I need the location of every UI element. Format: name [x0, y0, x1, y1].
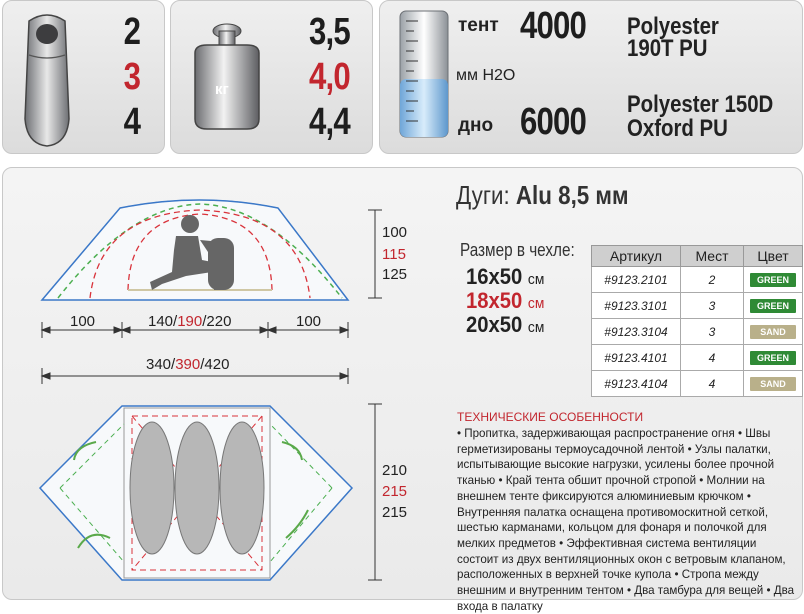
water-resistance-panel — [379, 0, 803, 154]
tent-material-2: 190T PU — [627, 35, 708, 62]
vestibule-right-dim: 100 — [296, 313, 322, 330]
floor-material-1: Polyester 150D — [627, 91, 774, 118]
weight-value-2: 4,0 — [309, 56, 350, 98]
places-cell: 2 — [681, 267, 744, 293]
color-badge: GREEN — [750, 273, 796, 287]
tech-features-title: ТЕХНИЧЕСКИЕ ОСОБЕННОСТИ — [457, 410, 644, 424]
table-header-color: Цвет — [744, 246, 803, 267]
total-length-dim: 340/390/420 — [146, 356, 230, 373]
pack-size-3: 20x50 см — [466, 312, 545, 337]
length-dim-1: 210 — [382, 462, 408, 479]
tent-side-view-diagram — [0, 180, 420, 410]
length-dim-2: 215 — [382, 483, 408, 500]
places-cell: 4 — [681, 371, 744, 397]
tent-water-value: 4000 — [520, 5, 587, 47]
tent-label: тент — [458, 15, 499, 36]
floor-material-2: Oxford PU — [627, 115, 728, 142]
tent-material-1: Polyester — [627, 13, 719, 40]
weight-panel — [170, 0, 373, 154]
article-cell: #9123.3104 — [592, 319, 681, 345]
places-cell: 3 — [681, 319, 744, 345]
places-cell: 3 — [681, 293, 744, 319]
floor-water-value: 6000 — [520, 101, 587, 143]
tent-top-view-diagram — [0, 398, 430, 598]
color-cell — [744, 267, 803, 293]
sleeping-bag-icon — [17, 9, 77, 149]
article-cell: #9123.2101 — [592, 267, 681, 293]
places-cell: 4 — [681, 345, 744, 371]
table-header-row — [592, 246, 803, 267]
inner-length-dim: 140/190/220 — [148, 313, 232, 330]
article-cell: #9123.4104 — [592, 371, 681, 397]
color-badge: SAND — [750, 377, 796, 391]
article-cell: #9123.4101 — [592, 345, 681, 371]
measuring-cylinder-icon — [394, 7, 454, 147]
floor-label: дно — [458, 115, 494, 136]
weight-icon — [187, 19, 267, 139]
vestibule-left-dim: 100 — [70, 313, 96, 330]
table-row — [592, 293, 803, 319]
color-cell — [744, 345, 803, 371]
weight-value-1: 3,5 — [309, 11, 350, 53]
color-badge: SAND — [750, 325, 796, 339]
length-dim-3: 215 — [382, 504, 408, 521]
height-dim-3: 125 — [382, 266, 408, 283]
table-header-article: Артикул — [592, 246, 681, 267]
capacity-value-1: 2 — [123, 11, 140, 53]
tech-features-text: • Пропитка, задерживающая распространение огня • Швы герметизированы термоусадочной лентой • Узлы палатки, испытывающие высокие нагрузки, усилены более прочной тканью • Край тента обшит прочной стропой • Молнии на внешнем тенте фиксируются алюминиевым крючком • Внутренняя палатка оснащена противомоскитной сеткой, шестью карманами, кольцом для фонаря и полочкой для мелких предметов • Эффективная система вентиляции состоит из двух вентиляционных окон с ветровым клапаном, расположенных в верхней точке купола • Стропа между внешним и внутренним тентом • Два тамбура для вещей • Два входа в палатку — [457, 427, 795, 613]
color-badge: GREEN — [750, 299, 796, 313]
height-dim-2: 115 — [382, 246, 406, 263]
pack-size-2: 18x50 см — [466, 288, 545, 313]
table-header-places: Мест — [681, 246, 744, 267]
water-unit: мм H2O — [456, 67, 516, 84]
weight-unit: кг — [215, 81, 229, 98]
height-dim-1: 100 — [382, 224, 408, 241]
article-cell: #9123.3101 — [592, 293, 681, 319]
pack-size-label: Размер в чехле: — [460, 240, 575, 260]
color-cell — [744, 319, 803, 345]
table-row — [592, 267, 803, 293]
capacity-value-2: 3 — [123, 56, 140, 98]
capacity-value-3: 4 — [123, 101, 140, 143]
arcs-spec: Дуги: Alu 8,5 мм — [456, 180, 629, 210]
table-row — [592, 345, 803, 371]
pack-size-1: 16x50 см — [466, 264, 545, 289]
color-cell — [744, 293, 803, 319]
color-cell — [744, 371, 803, 397]
color-badge: GREEN — [750, 351, 796, 365]
article-table — [591, 245, 803, 397]
weight-value-3: 4,4 — [309, 101, 350, 143]
capacity-panel — [2, 0, 165, 154]
sleeping-bags-icon — [130, 422, 264, 554]
table-row — [592, 319, 803, 345]
table-row — [592, 371, 803, 397]
